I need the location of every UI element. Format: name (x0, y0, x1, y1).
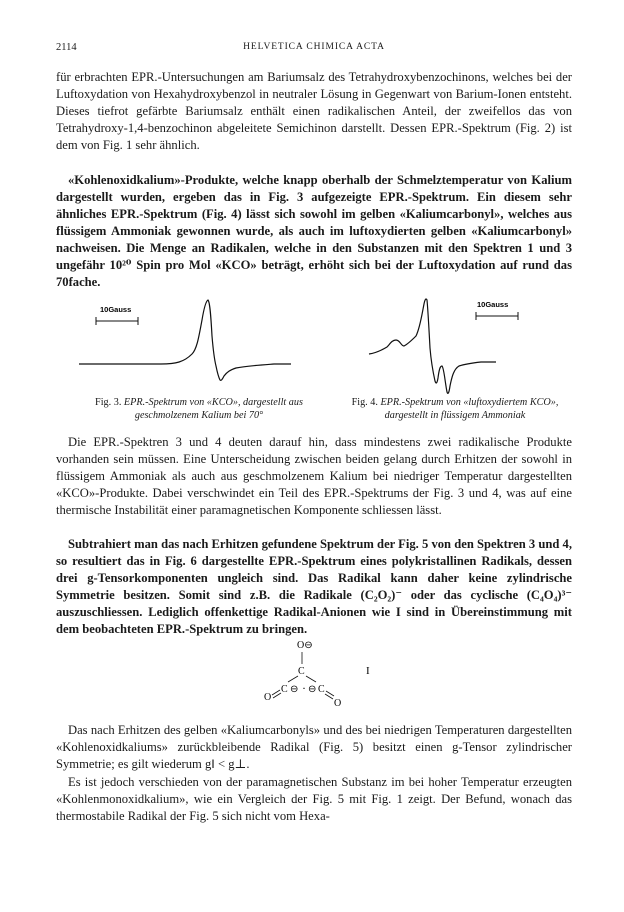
structure-minus-charge: ⊖ (290, 684, 299, 695)
fig3-scale-label: 10Gauss (100, 305, 132, 314)
structure-left-carbon: C (281, 684, 288, 695)
paragraph-4-text: Subtrahiert man das nach Erhitzen gefundene Spektrum der Fig. 5 von den Spektren 3 und 4, so resultiert das in Fig. 6 dargestellte EPR.-Spektrum eines polykristallinen Radikals, dessen drei g-Tensorkomponenten ungleich sind. Das Radikal kann daher keine zylindrische Symmetrie besitzen. Somit sind z.B. die Radikale (C₂O₂)⁻ oder das cyclische (C₄O₄)³⁻ auszuschliessen. Lediglich offenkettige Radikal-Anionen wie I sind in Übereinstimmung mit dem beobachteten EPR.-Spektrum zu bringen. (56, 537, 572, 637)
fig3-spectrum (79, 300, 291, 380)
running-header (56, 42, 572, 56)
fig3-caption-text: EPR.-Spektrum von «KCO», dargestellt aus geschmolzenem Kalium bei 70° (123, 397, 303, 421)
fig4-scale-label: 10Gauss (477, 300, 509, 309)
structure-bond-left (288, 676, 298, 682)
structure-radical-dot: · (302, 681, 306, 695)
paragraph-2 (56, 172, 572, 291)
paragraph-5 (56, 722, 572, 773)
fig4-trace (369, 299, 496, 393)
paragraph-1-text: für erbrachten EPR.-Untersuchungen am Bariumsalz des Tetrahydroxybenzochinons, welches bei der Luftoxydation von Hexahydroxybenzol in neutraler Lösung in Gegenwart von Barium-Ionen entsteht. Dieses tiefrot gefärbte Bariumsalz enthält einen radikalischen Anteil, der zweifellos das von Tetrahydroxy-1,4-benzochinon abgeleitete Semichinon darstellt. Dessen EPR.-Spektrum (Fig. 2) ist dem von Fig. 1 sehr ähnlich. (56, 70, 572, 153)
paragraph-5-text: Das nach Erhitzen des gelben «Kaliumcarbonyls» und des bei niedrigen Temperaturen dargestellten «Kohlenoxidkaliums» zurückbleibende Radikal (Fig. 5) besitzt einen g-Tensor zylindrischer Symmetrie; es gilt wiederum g‖ < g⊥. (56, 723, 572, 772)
paragraph-3 (56, 434, 572, 519)
fig3-caption (80, 396, 318, 422)
page-number: 2114 (56, 42, 77, 53)
fig4-caption-label: Fig. 4. (351, 397, 378, 408)
fig4-spectrum (369, 299, 518, 393)
structure-center-oxygen-anion: ⊖ (308, 684, 317, 695)
paragraph-6 (56, 774, 572, 825)
paragraph-2-text: «Kohlenoxidkalium»-Produkte, welche knapp oberhalb der Schmelztemperatur von Kalium dargestellt wurden, ergeben das in Fig. 3 aufgezeigte EPR.-Spektrum. Ein diesem sehr ähnliches EPR.-Spektrum (Fig. 4) lässt sich sowohl im gelben «Kaliumcarbonyl», welches aus flüssigem Ammoniak gewonnen wurde, als auch im luftoxydierten gelben «Kaliumcarbonyl» nachweisen. Die Menge an Radikalen, welche in den Substanzen mit den Spektren 1 und 3 ungefähr 10²⁰ Spin pro Mol «KCO» beträgt, erhöht sich bei der Luftoxydation auf rund das 70fache. (56, 173, 572, 290)
structure-right-carbon: C (318, 684, 325, 695)
structure-right-oxygen: O (334, 698, 342, 709)
journal-title: HELVETICA CHIMICA ACTA (243, 42, 385, 52)
chemical-structure-I (244, 634, 384, 716)
fig4-caption (330, 396, 580, 422)
structure-left-oxygen: O (264, 692, 272, 703)
structure-label: I (366, 665, 370, 677)
fig3-caption-label: Fig. 3. (95, 397, 122, 408)
epr-spectra-figures (56, 296, 572, 396)
paragraph-3-text: Die EPR.-Spektren 3 und 4 deuten darauf hin, dass mindestens zwei radikalische Produkte vorhanden sein müssen. Eine Unterscheidung zwischen beiden gelang durch Erhitzen der sowohl in flüssigem Ammoniak als auch aus geschmolzenem Kalium bei niedriger Temperatur dargestellten «KCO»-Produkte. Dabei verschwindet ein Teil des EPR.-Spektrums der Fig. 3 und 4, was auf eine thermische Instabilität einer paramagnetischen Komponente schliessen lässt. (56, 435, 572, 518)
paragraph-1 (56, 69, 572, 154)
structure-bond-right (306, 676, 316, 682)
structure-top-oxygen: O⊖ (297, 640, 313, 651)
paragraph-4 (56, 536, 572, 638)
paragraph-6-text: Es ist jedoch verschieden von der paramagnetischen Substanz im bei hoher Temperatur erzeugten «Kohlenmonoxidkalium», wie ein Vergleich der Fig. 5 mit Fig. 1 zeigt. Der Befund, wonach das thermostabile Radikal der Fig. 5 sich nicht vom Hexa- (56, 775, 572, 824)
structure-top-carbon: C (298, 666, 305, 677)
fig4-caption-text: EPR.-Spektrum von «luftoxydiertem KCO», dargestellt in flüssigem Ammoniak (380, 397, 559, 421)
